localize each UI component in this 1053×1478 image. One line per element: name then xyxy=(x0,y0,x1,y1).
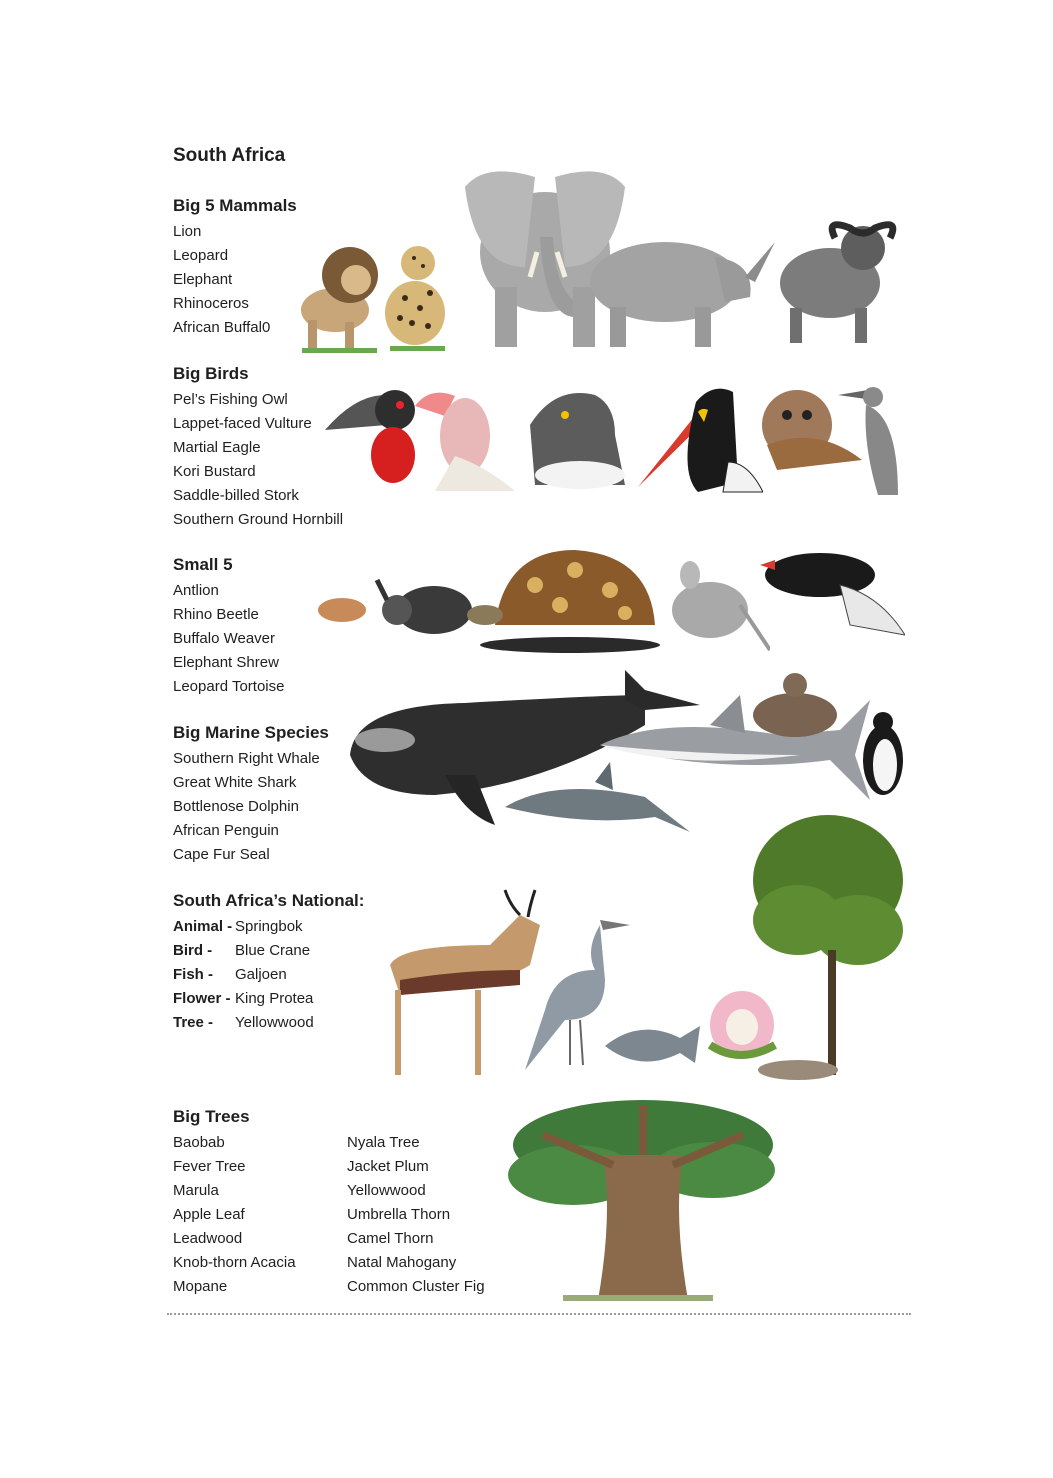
penguin-illustration xyxy=(855,710,910,800)
list-item: Camel Thorn xyxy=(347,1230,434,1247)
national-value: Springbok xyxy=(235,918,303,935)
list-item: African Buffal0 xyxy=(173,319,271,336)
national-category: Tree - xyxy=(173,1014,214,1031)
list-item: Rhinoceros xyxy=(173,295,249,312)
weaver-illustration xyxy=(760,545,905,640)
section-heading: Big Trees xyxy=(173,1107,250,1126)
list-item: Antlion xyxy=(173,582,219,599)
vulture-illustration xyxy=(415,386,520,491)
list-item: Common Cluster Fig xyxy=(347,1278,485,1295)
list-item: Marula xyxy=(173,1182,219,1199)
list-item: Apple Leaf xyxy=(173,1206,245,1223)
list-item: Rhino Beetle xyxy=(173,606,259,623)
list-item: Bottlenose Dolphin xyxy=(173,798,299,815)
elephant-shrew-illustration xyxy=(660,555,770,655)
stork-illustration xyxy=(638,382,763,494)
list-item: Southern Ground Hornbill xyxy=(173,511,344,528)
list-item: Yellowwood xyxy=(347,1182,426,1199)
list-item: Southern Right Whale xyxy=(173,750,320,767)
bottom-divider xyxy=(167,1313,911,1315)
trees-list-col2 xyxy=(347,1131,521,1299)
list-item: Elephant Shrew xyxy=(173,654,279,671)
tortoise-illustration xyxy=(465,545,660,655)
national-row xyxy=(173,987,364,1011)
national-row xyxy=(173,915,364,939)
national-category: Bird - xyxy=(173,942,213,959)
antlion-illustration xyxy=(310,590,372,628)
hornbill-illustration xyxy=(325,385,420,485)
list-item: Saddle-billed Stork xyxy=(173,487,299,504)
list-item: Fever Tree xyxy=(173,1158,246,1175)
national-row xyxy=(173,963,364,987)
list-item: Martial Eagle xyxy=(173,439,261,456)
list-item: Leopard Tortoise xyxy=(173,678,285,695)
trees-list-col1 xyxy=(173,1131,347,1299)
galjoen-illustration xyxy=(600,1018,700,1073)
yellowwood-tree-illustration xyxy=(738,810,910,1080)
list-item: Elephant xyxy=(173,271,233,288)
seal-illustration xyxy=(750,670,845,742)
section-small5 xyxy=(173,554,284,699)
eagle-illustration xyxy=(525,385,640,493)
list-item: Jacket Plum xyxy=(347,1158,429,1175)
list-item: African Penguin xyxy=(173,822,279,839)
national-value: Galjoen xyxy=(235,966,287,983)
section-heading: South Africa’s National: xyxy=(173,891,365,910)
section-big5 xyxy=(173,195,297,340)
national-row xyxy=(173,1011,364,1035)
section-heading: Big 5 Mammals xyxy=(173,196,297,215)
national-category: Animal - xyxy=(173,918,233,935)
list-item: Pel’s Fishing Owl xyxy=(173,391,288,408)
section-marine xyxy=(173,722,329,867)
list-item: Baobab xyxy=(173,1134,225,1151)
national-value: Yellowwood xyxy=(235,1014,314,1031)
buffalo-illustration xyxy=(775,213,910,348)
section-birds xyxy=(173,363,343,532)
national-value: King Protea xyxy=(235,990,314,1007)
section-heading: Big Marine Species xyxy=(173,723,329,742)
list-item: Lappet-faced Vulture xyxy=(173,415,312,432)
dolphin-illustration xyxy=(505,762,690,834)
big5-list xyxy=(173,220,297,340)
small5-list xyxy=(173,579,284,699)
list-item: Lion xyxy=(173,223,202,240)
section-heading: Small 5 xyxy=(173,555,233,574)
list-item: Mopane xyxy=(173,1278,228,1295)
list-item: Great White Shark xyxy=(173,774,297,791)
list-item: Umbrella Thorn xyxy=(347,1206,451,1223)
section-heading: Big Birds xyxy=(173,364,249,383)
list-item: Knob-thorn Acacia xyxy=(173,1254,296,1271)
list-item: Kori Bustard xyxy=(173,463,256,480)
list-item: Leadwood xyxy=(173,1230,243,1247)
list-item: Cape Fur Seal xyxy=(173,846,270,863)
national-category: Flower - xyxy=(173,990,231,1007)
rhinoceros-illustration xyxy=(585,222,780,350)
list-item: Buffalo Weaver xyxy=(173,630,276,647)
beetle-illustration xyxy=(372,575,477,650)
list-item: Leopard xyxy=(173,247,229,264)
marine-list xyxy=(173,747,329,867)
national-value: Blue Crane xyxy=(235,942,311,959)
birds-list xyxy=(173,388,343,532)
bustard-illustration xyxy=(838,385,910,497)
page-title: South Africa xyxy=(173,145,286,166)
list-item: Natal Mahogany xyxy=(347,1254,457,1271)
section-trees xyxy=(173,1106,521,1299)
list-item: Nyala Tree xyxy=(347,1134,420,1151)
baobab-tree-illustration xyxy=(503,1095,778,1305)
national-category: Fish - xyxy=(173,966,213,983)
national-row xyxy=(173,939,364,963)
section-national xyxy=(173,890,364,1035)
leopard-illustration xyxy=(370,238,455,353)
